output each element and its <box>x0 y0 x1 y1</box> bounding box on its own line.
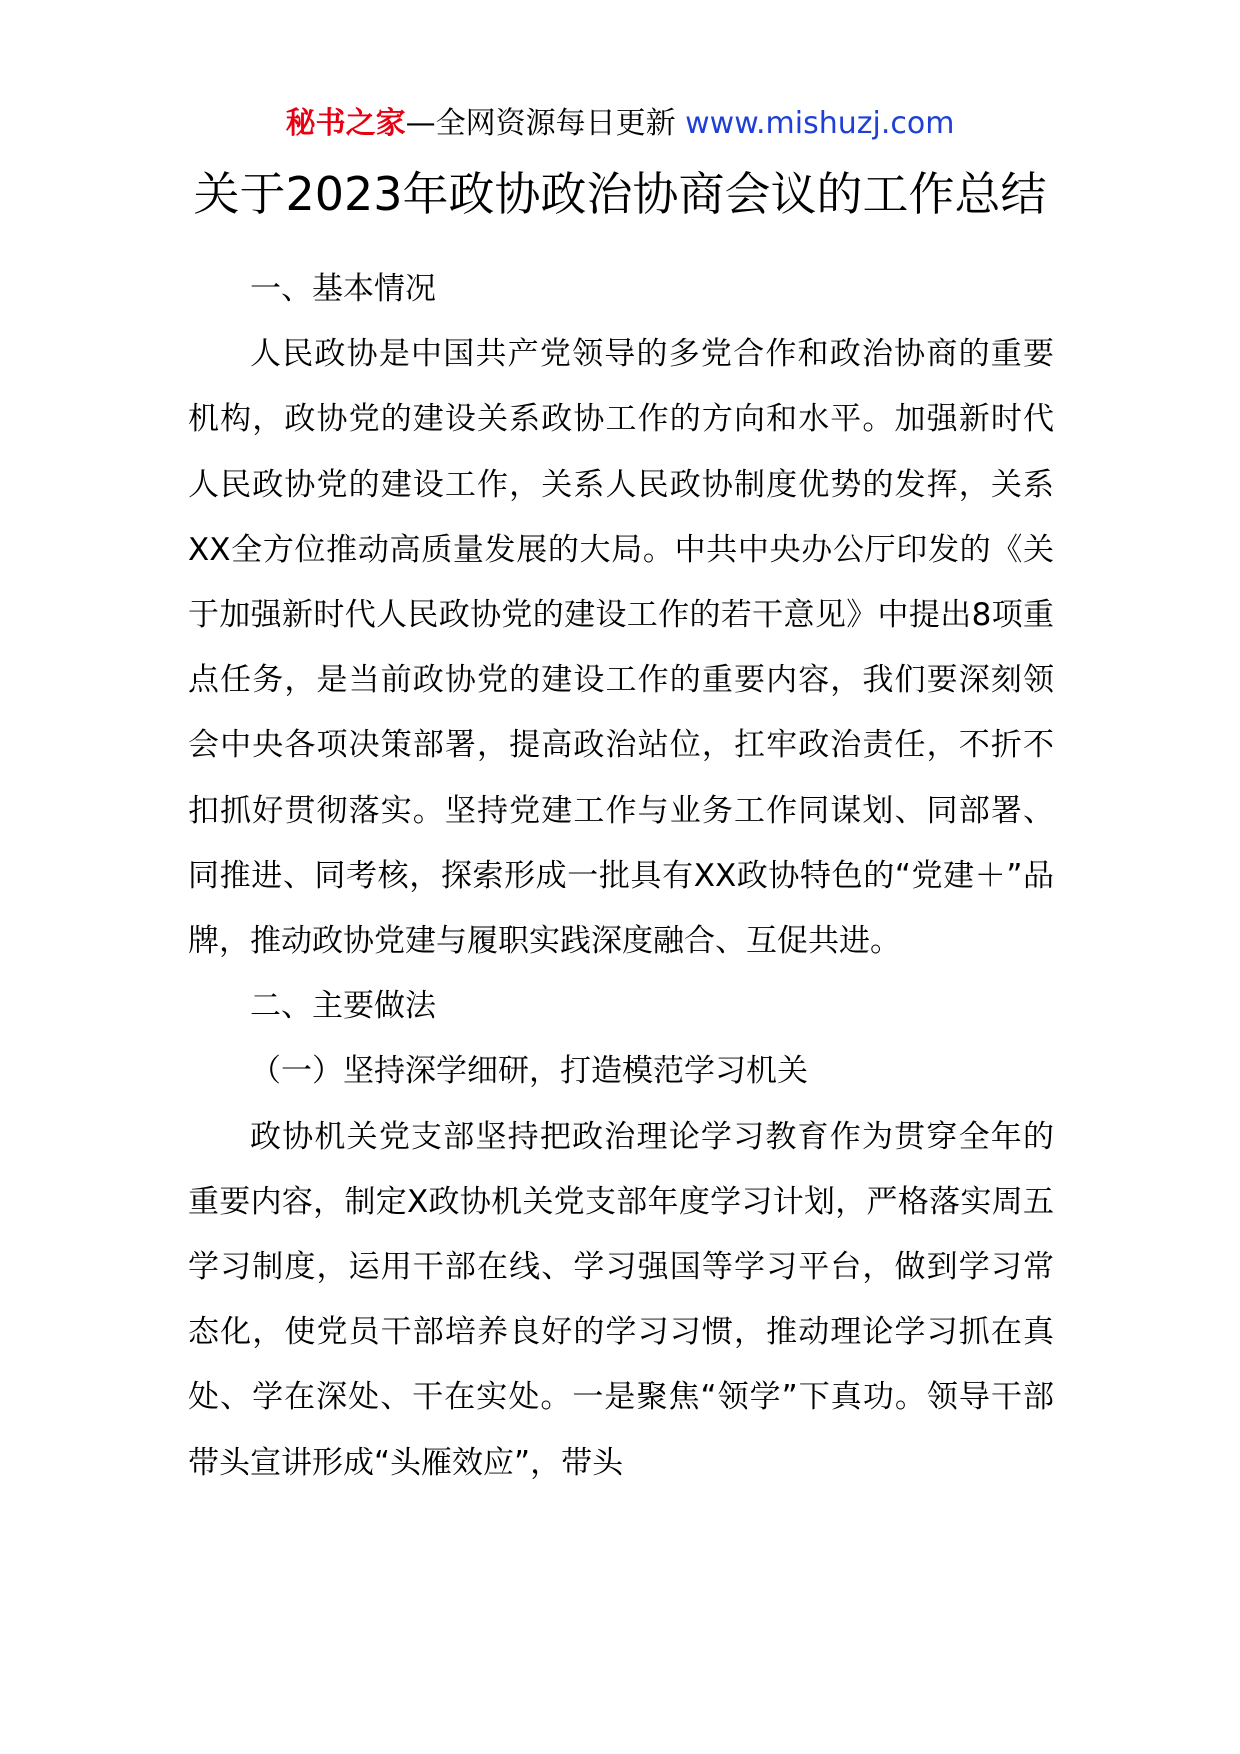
banner-slogan: —全网资源每日更新 <box>405 106 686 141</box>
brand-name: 秘书之家 <box>285 106 406 141</box>
paragraph-basic-situation: 人民政协是中国共产党领导的多党合作和政治协商的重要机构，政协党的建设关系政协工作的方向和水平。加强新时代人民政协党的建设工作，关系人民政协制度优势的发挥，关系XX全方位推动高质量发展的大局。中共中央办公厅印发的《关于加强新时代人民政协党的建设工作的若干意见》中提出8项重点任务，是当前政协党的建设工作的重要内容，我们要深刻领会中央各项决策部署，提高政治站位，扛牢政治责任，不折不扣抓好贯彻落实。坚持党建工作与业务工作同谋划、同部署、同推进、同考核，探索形成一批具有XX政协特色的“党建＋”品牌，推动政协党建与履职实践深度融合、互促共进。 <box>188 336 1054 960</box>
section-heading-basic-situation: 一、基本情况 <box>250 271 436 307</box>
document-body <box>188 257 1054 1496</box>
paragraph-study: 政协机关党支部坚持把政治理论学习教育作为贯穿全年的重要内容，制定X政协机关党支部年度学习计划，严格落实周五学习制度，运用干部在线、学习强国等学习平台，做到学习常态化，使党员干部培养良好的学习习惯，推动理论学习抓在真处、学在深处、干在实处。一是聚焦“领学”下真功。领导干部带头宣讲形成“头雁效应”，带头 <box>188 1118 1054 1481</box>
section-heading-main-practices: 二、主要做法 <box>250 988 436 1025</box>
site-url-link[interactable]: www.mishuzj.com <box>685 106 955 141</box>
document-title: 关于2023年政协政治协商会议的工作总结 <box>193 167 1047 221</box>
subsection-heading-study: （一）坚持深学细研，打造模范学习机关 <box>250 1053 808 1090</box>
site-banner <box>0 100 1240 148</box>
